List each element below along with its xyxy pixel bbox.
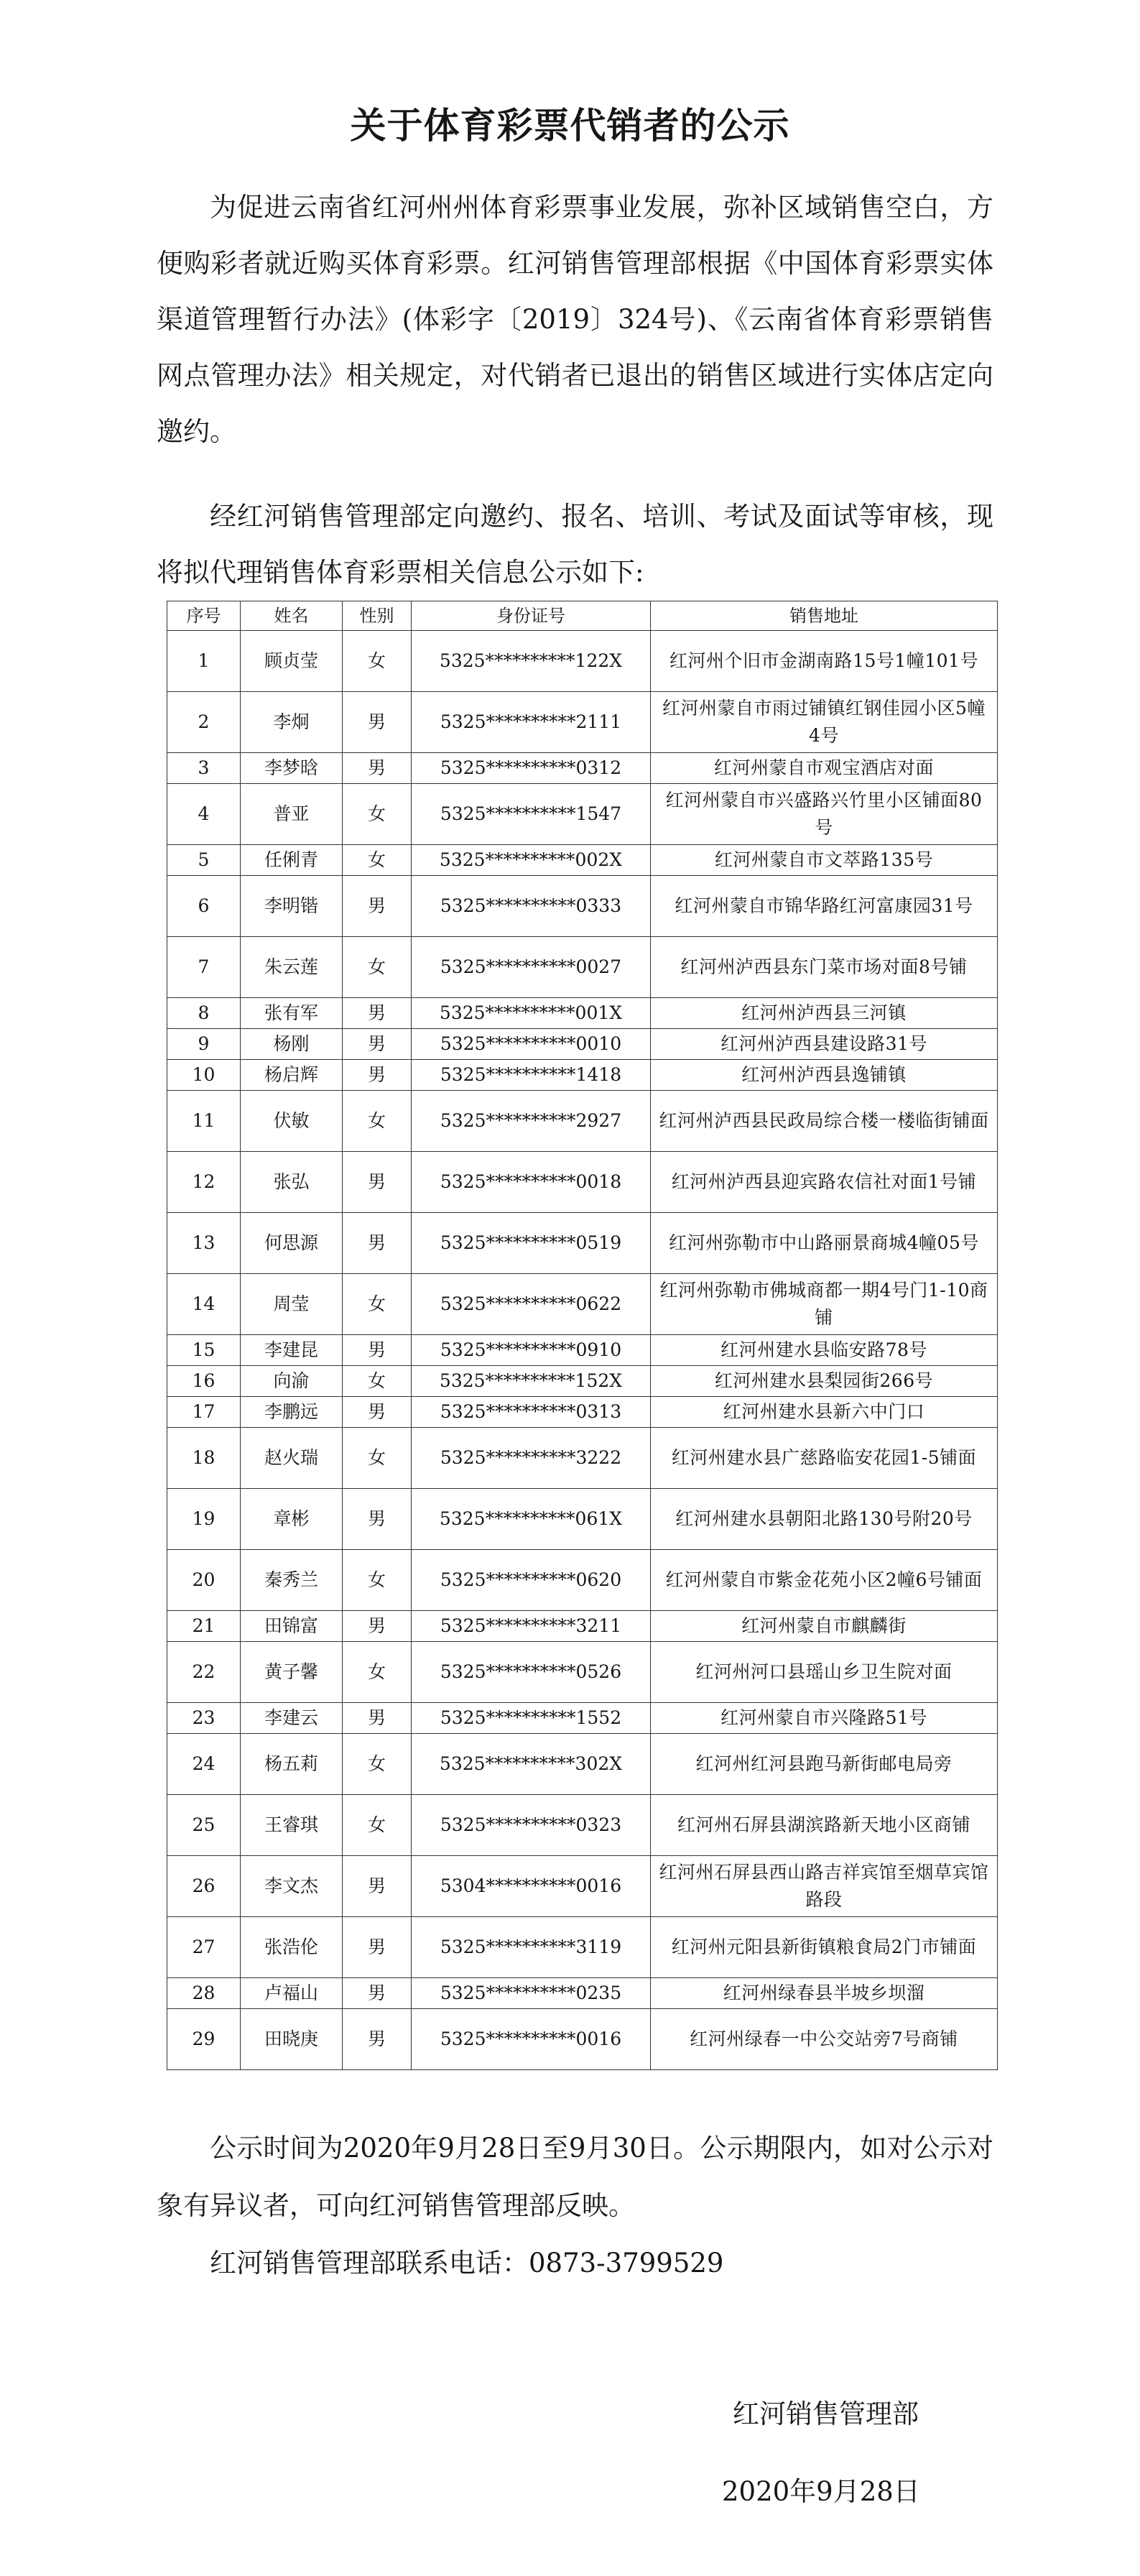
cell-name: 杨启辉 xyxy=(241,1060,343,1091)
table-row xyxy=(167,1060,998,1091)
table-row xyxy=(167,2009,998,2070)
cell-id: 5325**********0910 xyxy=(412,1335,651,1366)
cell-address: 红河州蒙自市文萃路135号 xyxy=(651,845,998,876)
cell-no: 3 xyxy=(167,753,241,784)
cell-gender: 男 xyxy=(343,876,412,937)
cell-no: 2 xyxy=(167,692,241,753)
table-row xyxy=(167,998,998,1029)
cell-name: 黄子馨 xyxy=(241,1642,343,1703)
table-row xyxy=(167,1856,998,1917)
cell-gender: 男 xyxy=(343,1703,412,1734)
cell-id: 5325**********0323 xyxy=(412,1795,651,1856)
cell-no: 18 xyxy=(167,1428,241,1489)
cell-gender: 女 xyxy=(343,1428,412,1489)
cell-no: 10 xyxy=(167,1060,241,1091)
process-paragraph: 经红河销售管理部定向邀约、报名、培训、考试及面试等审核，现将拟代理销售体育彩票相关信息公示如下: xyxy=(157,501,993,588)
cell-address: 红河州石屏县湖滨路新天地小区商铺 xyxy=(651,1795,998,1856)
cell-gender: 女 xyxy=(343,937,412,998)
cell-no: 14 xyxy=(167,1274,241,1335)
cell-id: 5325**********122X xyxy=(412,631,651,692)
cell-name: 杨五莉 xyxy=(241,1734,343,1795)
cell-id: 5325**********1547 xyxy=(412,784,651,845)
cell-gender: 男 xyxy=(343,1060,412,1091)
cell-no: 13 xyxy=(167,1213,241,1274)
cell-id: 5325**********0312 xyxy=(412,753,651,784)
cell-gender: 男 xyxy=(343,1397,412,1428)
cell-no: 12 xyxy=(167,1152,241,1213)
cell-gender: 女 xyxy=(343,631,412,692)
table-row xyxy=(167,784,998,845)
cell-address: 红河州蒙自市麒麟街 xyxy=(651,1611,998,1642)
cell-id: 5325**********0333 xyxy=(412,876,651,937)
cell-gender: 女 xyxy=(343,845,412,876)
cell-gender: 女 xyxy=(343,1642,412,1703)
cell-id: 5325**********061X xyxy=(412,1489,651,1550)
cell-no: 19 xyxy=(167,1489,241,1550)
signature-date: 2020年9月28日 xyxy=(722,2476,920,2507)
cell-address: 红河州建水县新六中门口 xyxy=(651,1397,998,1428)
cell-address: 红河州元阳县新街镇粮食局2门市铺面 xyxy=(651,1917,998,1978)
cell-id: 5325**********0010 xyxy=(412,1029,651,1060)
cell-name: 章彬 xyxy=(241,1489,343,1550)
cell-address: 红河州泸西县迎宾路农信社对面1号铺 xyxy=(651,1152,998,1213)
cell-address: 红河州弥勒市佛城商都一期4号门1-10商铺 xyxy=(651,1274,998,1335)
cell-name: 王睿琪 xyxy=(241,1795,343,1856)
cell-name: 张有军 xyxy=(241,998,343,1029)
cell-name: 卢福山 xyxy=(241,1978,343,2009)
cell-no: 15 xyxy=(167,1335,241,1366)
cell-no: 7 xyxy=(167,937,241,998)
cell-address: 红河州红河县跑马新街邮电局旁 xyxy=(651,1734,998,1795)
cell-address: 红河州泸西县民政局综合楼一楼临街铺面 xyxy=(651,1091,998,1152)
cell-id: 5325**********0027 xyxy=(412,937,651,998)
cell-id: 5325**********0016 xyxy=(412,2009,651,2070)
cell-name: 顾贞莹 xyxy=(241,631,343,692)
cell-id: 5325**********3119 xyxy=(412,1917,651,1978)
cell-address: 红河州河口县瑶山乡卫生院对面 xyxy=(651,1642,998,1703)
cell-id: 5325**********0620 xyxy=(412,1550,651,1611)
cell-address: 红河州绿春县半坡乡坝溜 xyxy=(651,1978,998,2009)
cell-no: 21 xyxy=(167,1611,241,1642)
cell-id: 5325**********0235 xyxy=(412,1978,651,2009)
cell-gender: 男 xyxy=(343,1611,412,1642)
cell-id: 5325**********2927 xyxy=(412,1091,651,1152)
header-address: 销售地址 xyxy=(651,601,998,631)
cell-id: 5304**********0016 xyxy=(412,1856,651,1917)
table-row xyxy=(167,937,998,998)
cell-no: 5 xyxy=(167,845,241,876)
cell-gender: 女 xyxy=(343,1366,412,1397)
table-body xyxy=(167,631,998,2070)
cell-address: 红河州蒙自市兴隆路51号 xyxy=(651,1703,998,1734)
cell-address: 红河州蒙自市兴盛路兴竹里小区铺面80号 xyxy=(651,784,998,845)
cell-address: 红河州建水县朝阳北路130号附20号 xyxy=(651,1489,998,1550)
cell-name: 李鹏远 xyxy=(241,1397,343,1428)
cell-name: 李明锴 xyxy=(241,876,343,937)
cell-name: 何思源 xyxy=(241,1213,343,1274)
cell-address: 红河州蒙自市紫金花苑小区2幢6号铺面 xyxy=(651,1550,998,1611)
cell-gender: 女 xyxy=(343,1734,412,1795)
cell-no: 20 xyxy=(167,1550,241,1611)
table-row xyxy=(167,1274,998,1335)
header-no: 序号 xyxy=(167,601,241,631)
table-row xyxy=(167,1703,998,1734)
cell-no: 29 xyxy=(167,2009,241,2070)
table-row xyxy=(167,1029,998,1060)
cell-id: 5325**********152X xyxy=(412,1366,651,1397)
cell-id: 5325**********001X xyxy=(412,998,651,1029)
cell-id: 5325**********0622 xyxy=(412,1274,651,1335)
cell-gender: 女 xyxy=(343,1274,412,1335)
cell-id: 5325**********1418 xyxy=(412,1060,651,1091)
contact-paragraph: 红河销售管理部联系电话：0873-3799529 xyxy=(210,2248,724,2279)
cell-gender: 男 xyxy=(343,1029,412,1060)
cell-id: 5325**********0526 xyxy=(412,1642,651,1703)
cell-no: 8 xyxy=(167,998,241,1029)
intro-paragraph: 为促进云南省红河州州体育彩票事业发展，弥补区域销售空白，方便购彩者就近购买体育彩票。红河销售管理部根据《中国体育彩票实体渠道管理暂行办法》(体彩字〔2019〕324号)、《云南省体育彩票销售网点管理办法》相关规定，对代销者已退出的销售区域进行实体店定向邀约。 xyxy=(157,192,993,447)
cell-name: 普亚 xyxy=(241,784,343,845)
header-id: 身份证号 xyxy=(412,601,651,631)
cell-name: 李文杰 xyxy=(241,1856,343,1917)
table-row xyxy=(167,1917,998,1978)
cell-no: 11 xyxy=(167,1091,241,1152)
cell-no: 25 xyxy=(167,1795,241,1856)
table-row xyxy=(167,1795,998,1856)
cell-no: 27 xyxy=(167,1917,241,1978)
cell-name: 伏敏 xyxy=(241,1091,343,1152)
cell-id: 5325**********0313 xyxy=(412,1397,651,1428)
cell-gender: 女 xyxy=(343,1795,412,1856)
table-row xyxy=(167,1152,998,1213)
cell-id: 5325**********1552 xyxy=(412,1703,651,1734)
cell-name: 田锦富 xyxy=(241,1611,343,1642)
table-row xyxy=(167,1397,998,1428)
header-gender: 性别 xyxy=(343,601,412,631)
cell-no: 28 xyxy=(167,1978,241,2009)
table-row xyxy=(167,1611,998,1642)
cell-id: 5325**********0018 xyxy=(412,1152,651,1213)
cell-name: 田晓庚 xyxy=(241,2009,343,2070)
cell-gender: 男 xyxy=(343,998,412,1029)
cell-gender: 男 xyxy=(343,1856,412,1917)
cell-no: 4 xyxy=(167,784,241,845)
table-row xyxy=(167,1550,998,1611)
cell-id: 5325**********302X xyxy=(412,1734,651,1795)
cell-no: 17 xyxy=(167,1397,241,1428)
period-paragraph: 公示时间为2020年9月28日至9月30日。公示期限内，如对公示对象有异议者，可向红河销售管理部反映。 xyxy=(157,2133,993,2221)
cell-name: 李建云 xyxy=(241,1703,343,1734)
cell-gender: 男 xyxy=(343,1917,412,1978)
cell-gender: 男 xyxy=(343,1213,412,1274)
cell-gender: 男 xyxy=(343,753,412,784)
cell-id: 5325**********2111 xyxy=(412,692,651,753)
cell-name: 杨刚 xyxy=(241,1029,343,1060)
cell-address: 红河州泸西县三河镇 xyxy=(651,998,998,1029)
cell-gender: 男 xyxy=(343,1335,412,1366)
cell-address: 红河州蒙自市观宝酒店对面 xyxy=(651,753,998,784)
cell-no: 26 xyxy=(167,1856,241,1917)
table-row xyxy=(167,845,998,876)
cell-name: 向渝 xyxy=(241,1366,343,1397)
cell-address: 红河州建水县广慈路临安花园1-5铺面 xyxy=(651,1428,998,1489)
cell-gender: 男 xyxy=(343,1489,412,1550)
table-row xyxy=(167,1091,998,1152)
cell-gender: 女 xyxy=(343,1091,412,1152)
cell-address: 红河州蒙自市雨过铺镇红钢佳园小区5幢4号 xyxy=(651,692,998,753)
table-row xyxy=(167,631,998,692)
cell-address: 红河州建水县临安路78号 xyxy=(651,1335,998,1366)
cell-gender: 男 xyxy=(343,1978,412,2009)
cell-gender: 男 xyxy=(343,692,412,753)
cell-no: 23 xyxy=(167,1703,241,1734)
cell-name: 李梦晗 xyxy=(241,753,343,784)
cell-no: 24 xyxy=(167,1734,241,1795)
cell-name: 李炯 xyxy=(241,692,343,753)
cell-name: 任俐青 xyxy=(241,845,343,876)
cell-address: 红河州蒙自市锦华路红河富康园31号 xyxy=(651,876,998,937)
signature-department: 红河销售管理部 xyxy=(733,2399,919,2429)
cell-no: 1 xyxy=(167,631,241,692)
candidate-table xyxy=(167,601,998,2070)
table-row xyxy=(167,1978,998,2009)
cell-gender: 男 xyxy=(343,1152,412,1213)
table-row xyxy=(167,1335,998,1366)
table-row xyxy=(167,1213,998,1274)
cell-name: 李建昆 xyxy=(241,1335,343,1366)
table-row xyxy=(167,1734,998,1795)
cell-gender: 女 xyxy=(343,784,412,845)
cell-no: 22 xyxy=(167,1642,241,1703)
cell-name: 秦秀兰 xyxy=(241,1550,343,1611)
cell-no: 16 xyxy=(167,1366,241,1397)
table-header-row xyxy=(167,601,998,631)
table-row xyxy=(167,753,998,784)
cell-name: 朱云莲 xyxy=(241,937,343,998)
table-row xyxy=(167,1489,998,1550)
cell-name: 张浩伦 xyxy=(241,1917,343,1978)
cell-gender: 女 xyxy=(343,1550,412,1611)
cell-name: 张弘 xyxy=(241,1152,343,1213)
cell-no: 6 xyxy=(167,876,241,937)
cell-address: 红河州建水县梨园街266号 xyxy=(651,1366,998,1397)
cell-address: 红河州个旧市金湖南路15号1幢101号 xyxy=(651,631,998,692)
cell-gender: 男 xyxy=(343,2009,412,2070)
table-row xyxy=(167,1428,998,1489)
table-row xyxy=(167,692,998,753)
cell-id: 5325**********0519 xyxy=(412,1213,651,1274)
page-title: 关于体育彩票代销者的公示 xyxy=(350,105,790,147)
cell-address: 红河州石屏县西山路吉祥宾馆至烟草宾馆路段 xyxy=(651,1856,998,1917)
table-row xyxy=(167,1366,998,1397)
cell-address: 红河州泸西县东门菜市场对面8号铺 xyxy=(651,937,998,998)
table-row xyxy=(167,1642,998,1703)
cell-address: 红河州泸西县建设路31号 xyxy=(651,1029,998,1060)
cell-id: 5325**********3222 xyxy=(412,1428,651,1489)
header-name: 姓名 xyxy=(241,601,343,631)
cell-name: 赵火瑞 xyxy=(241,1428,343,1489)
table-row xyxy=(167,876,998,937)
cell-id: 5325**********3211 xyxy=(412,1611,651,1642)
cell-name: 周莹 xyxy=(241,1274,343,1335)
cell-address: 红河州绿春一中公交站旁7号商铺 xyxy=(651,2009,998,2070)
cell-address: 红河州弥勒市中山路丽景商城4幢05号 xyxy=(651,1213,998,1274)
cell-address: 红河州泸西县逸铺镇 xyxy=(651,1060,998,1091)
cell-id: 5325**********002X xyxy=(412,845,651,876)
cell-no: 9 xyxy=(167,1029,241,1060)
